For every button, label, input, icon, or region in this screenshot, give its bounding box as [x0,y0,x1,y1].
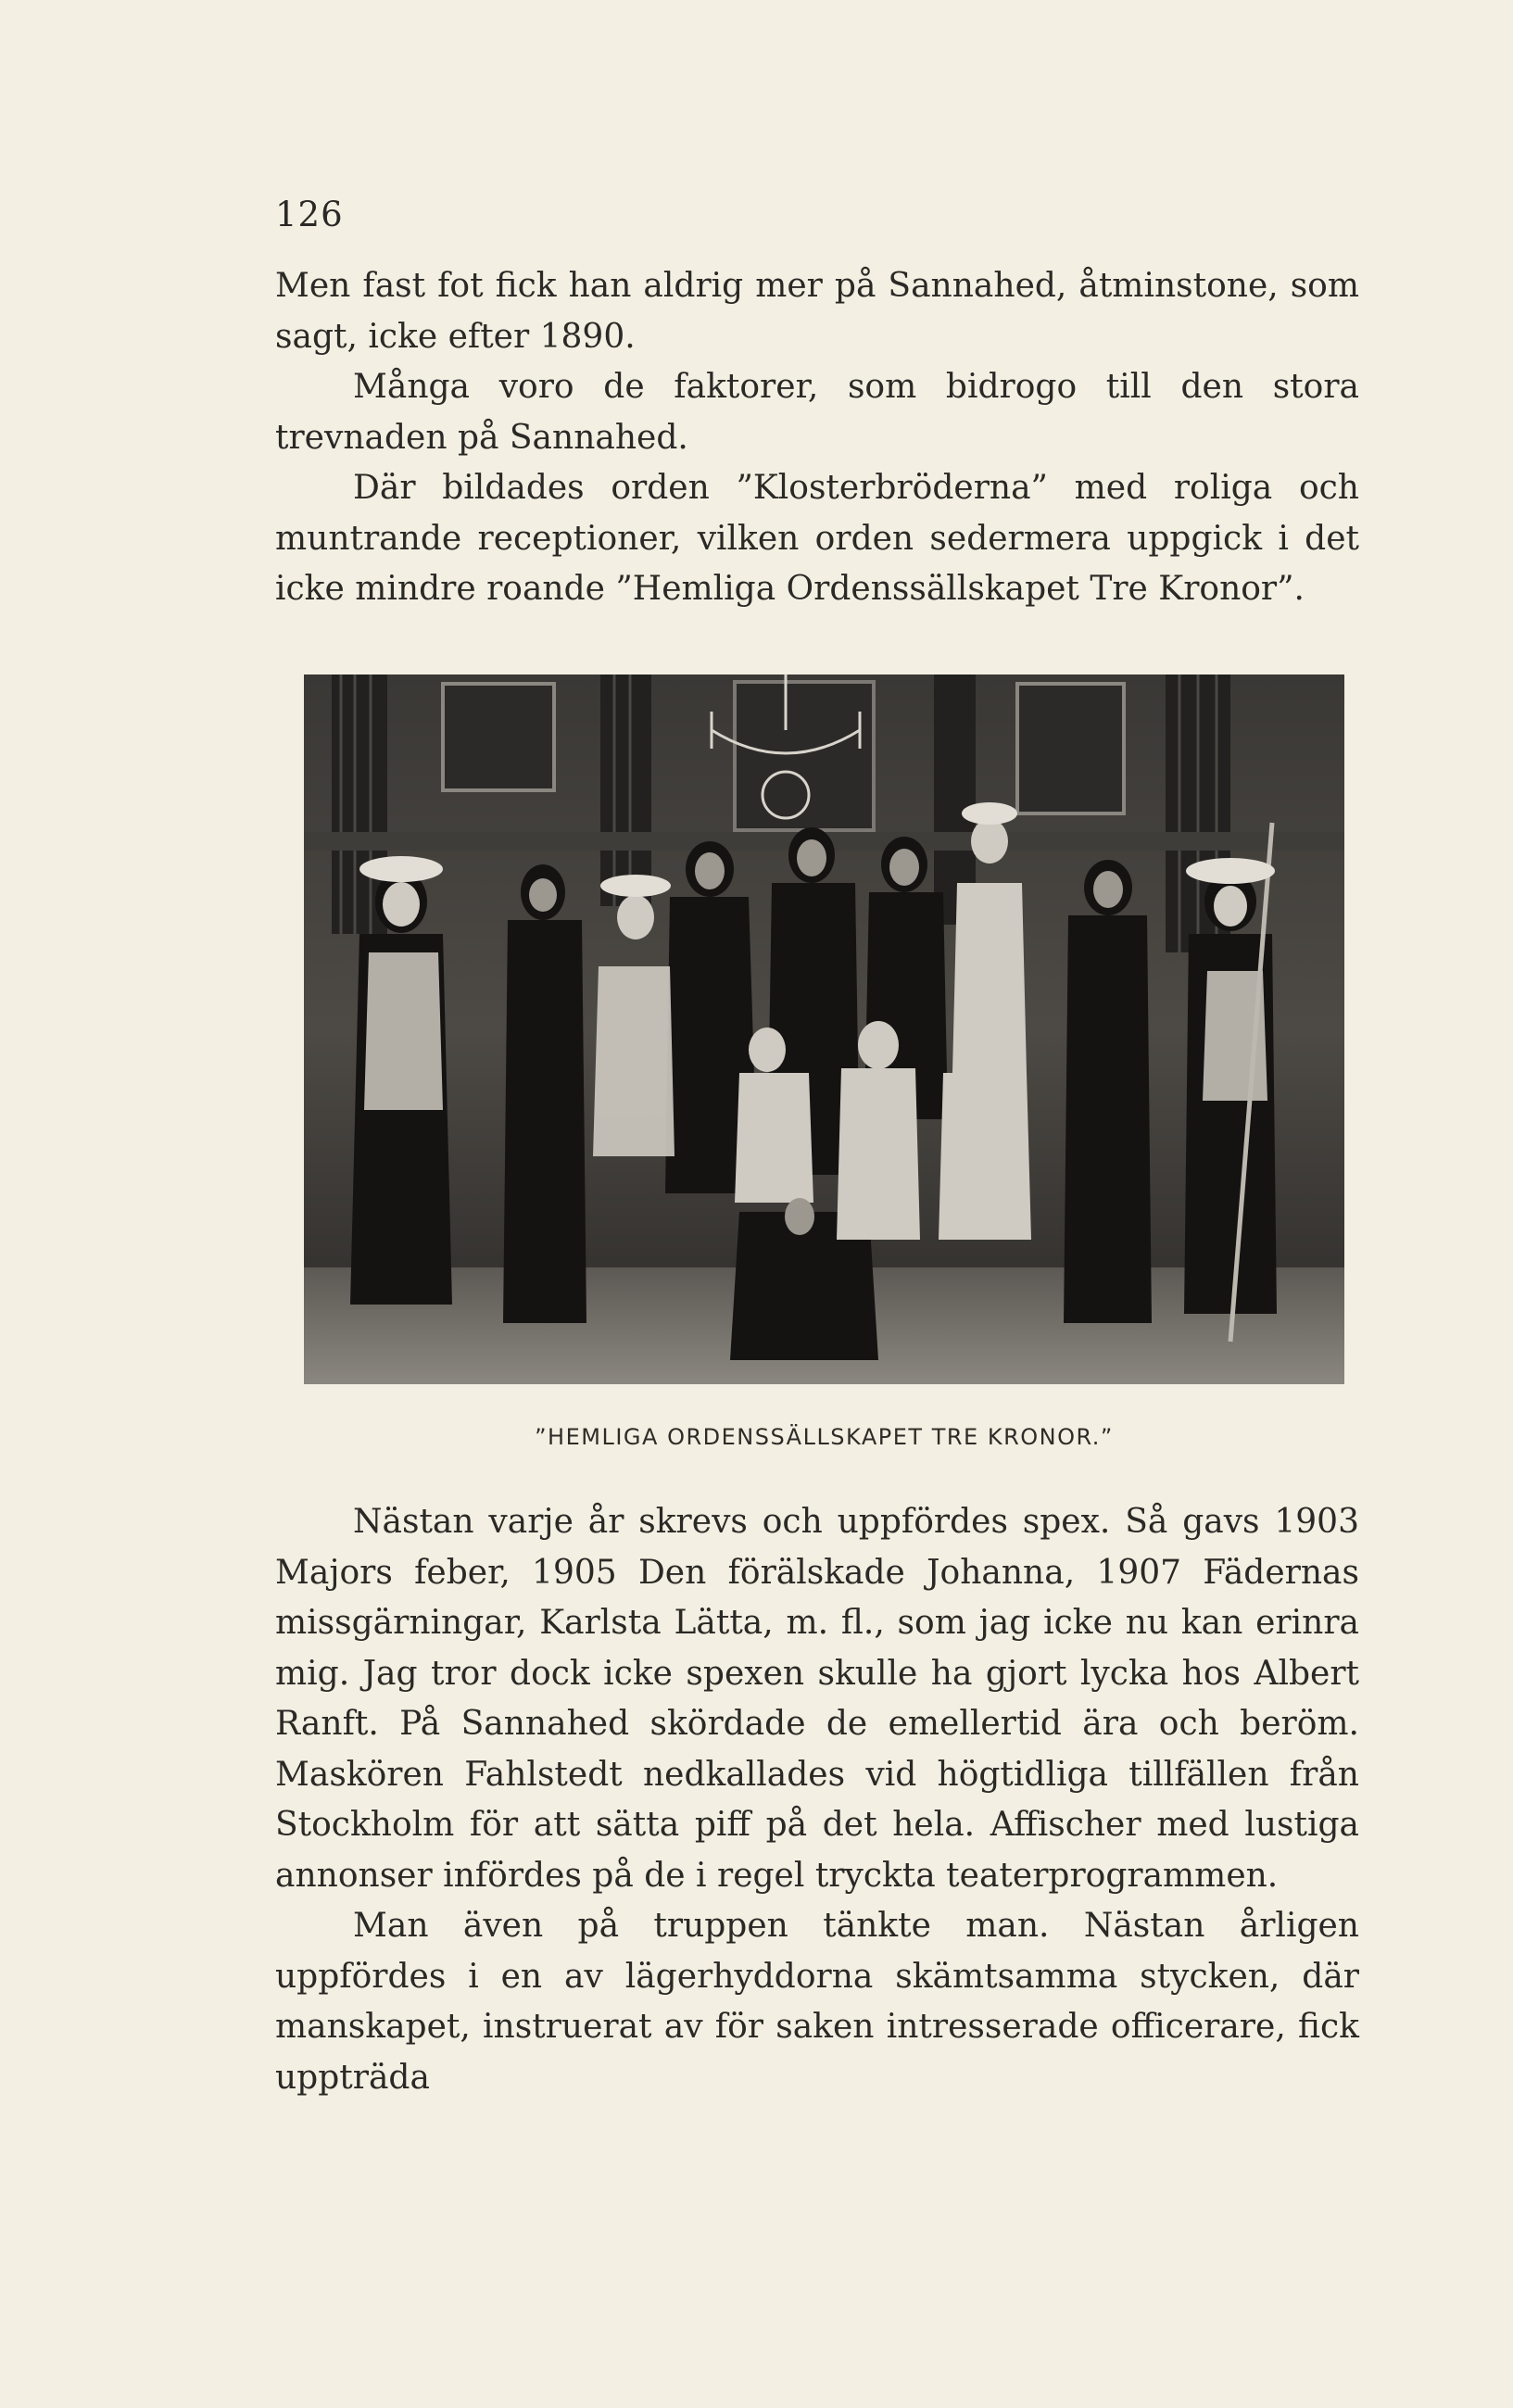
page-number: 126 [275,195,344,234]
paragraph-3: Där bildades orden ”Klosterbröderna” med roliga och muntrande receptioner, vilken orden sedermera uppgick i det icke mindre roande ”Hemliga Ordenssällskapet Tre Kronor”. [275,469,1359,608]
bottom-text-block [275,1497,1359,2103]
photo-caption: ”HEMLIGA ORDENSSÄLLSKAPET TRE KRONOR.” [535,1424,1114,1450]
group-photograph [304,674,1344,1384]
paragraph-5: Man även på truppen tänkte man. Nästan årligen uppfördes i en av lägerhyddorna skämtsamma stycken, där manskapet, instruerat av för saken intresserade officerare, fick uppträda [275,1907,1359,2097]
paragraph-2: Många voro de faktorer, som bidrogo till den stora trevnaden på Sannahed. [275,368,1359,457]
paragraph-1: Men fast fot fick han aldrig mer på Sannahed, åtminstone, som sagt, icke efter 1890. [275,267,1359,356]
top-text-block [275,261,1359,615]
paragraph-4: Nästan varje år skrevs och uppfördes spex. Så gavs 1903 Majors feber, 1905 Den förälskade Johanna, 1907 Fädernas missgärningar, Karlsta Lätta, m. fl., som jag icke nu kan erinra mig. Jag tror dock icke spexen skulle ha gjort lycka hos Albert Ranft. På Sannahed skördade de emellertid ära och beröm. Maskören Fahlstedt nedkallades vid högtidliga tillfällen från Stockholm för att sätta piff på det hela. Affischer med lustiga annonser infördes på de i regel tryckta teaterprogrammen. [275,1503,1359,1895]
